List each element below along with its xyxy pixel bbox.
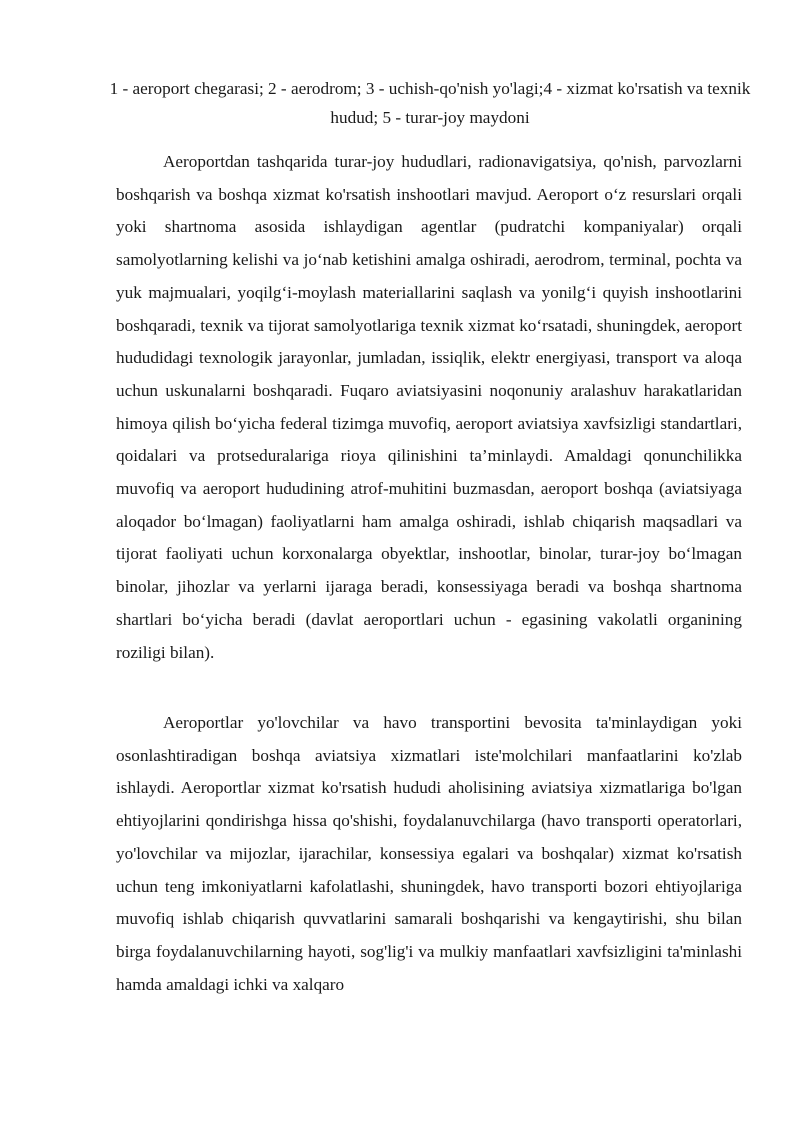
body-paragraph-2: Aeroportlar yo'lovchilar va havo transportini bevosita ta'minlaydigan yoki osonlashtiradigan boshqa aviatsiya xizmatlari iste'molchilari manfaatlarini ko'zlab ishlaydi. Aeroportlar xizmat ko'rsatish hududi aholisining aviatsiya xizmatlariga bo'lgan ehtiyojlarini qondirishga hissa qo'shishi, foydalanuvchilarga (havo transporti operatorlari, yo'lovchilar va mijozlar, ijarachilar, konsessiya egalari va boshqalar) xizmat ko'rsatish uchun teng imkoniyatlarni kafolatlashi, shuningdek, havo transporti bozori ehtiyojlariga muvofiq ishlab chiqarish quvvatlarini samarali boshqarishi va kengaytirishi, shu bilan birga foydalanuvchilarning hayoti, sog'lig'i va mulkiy manfaatlari xavfsizligini ta'minlashi hamda amaldagi ichki va xalqaro bbox=[116, 713, 742, 994]
body-paragraph-1: Aeroportdan tashqarida turar-joy hududlari, radionavigatsiya, qo'nish, parvozlarni boshqarish va boshqa xizmat ko'rsatish inshootlari mavjud. Aeroport o‘z resurslari orqali yoki shartnoma asosida ishlaydigan agentlar (pudratchi kompaniyalar) orqali samolyotlarning kelishi va jo‘nab ketishini amalga oshiradi, aerodrom, terminal, pochta va yuk majmualari, yoqilg‘i-moylash materiallarini saqlash va yonilg‘i quyish inshootlarini boshqaradi, texnik va tijorat samolyotlariga texnik xizmat ko‘rsatadi, shuningdek, aeroport hududidagi texnologik jarayonlar, jumladan, issiqlik, elektr energiyasi, transport va aloqa uchun uskunalarni boshqaradi. Fuqaro aviatsiyasini noqonuniy aralashuv harakatlaridan himoya qilish bo‘yicha federal tizimga muvofiq, aeroport aviatsiya xavfsizligi standartlari, qoidalari va protseduralariga rioya qilinishini ta’minlaydi. Amaldagi qonunchilikka muvofiq va aeroport hududining atrof-muhitini buzmasdan, aeroport boshqa (aviatsiyaga aloqador bo‘lmagan) faoliyatlarni ham amalga oshiradi, ishlab chiqarish maqsadlari va tijorat faoliyati uchun korxonalarga obyektlar, inshootlar, binolar, turar-joy bo‘lmagan binolar, jihozlar va yerlarni ijaraga beradi, konsessiyaga beradi va boshqa shartnoma shartlari bo‘yicha beradi (davlat aeroportlari uchun - egasining vakolatli organining roziligi bilan). bbox=[116, 152, 742, 662]
figure-caption: 1 - aeroport chegarasi; 2 - aerodrom; 3 - uchish-qo'nish yo'lagi;4 - xizmat ko'rsatish va texnik hudud; 5 - turar-joy maydoni bbox=[109, 79, 751, 127]
